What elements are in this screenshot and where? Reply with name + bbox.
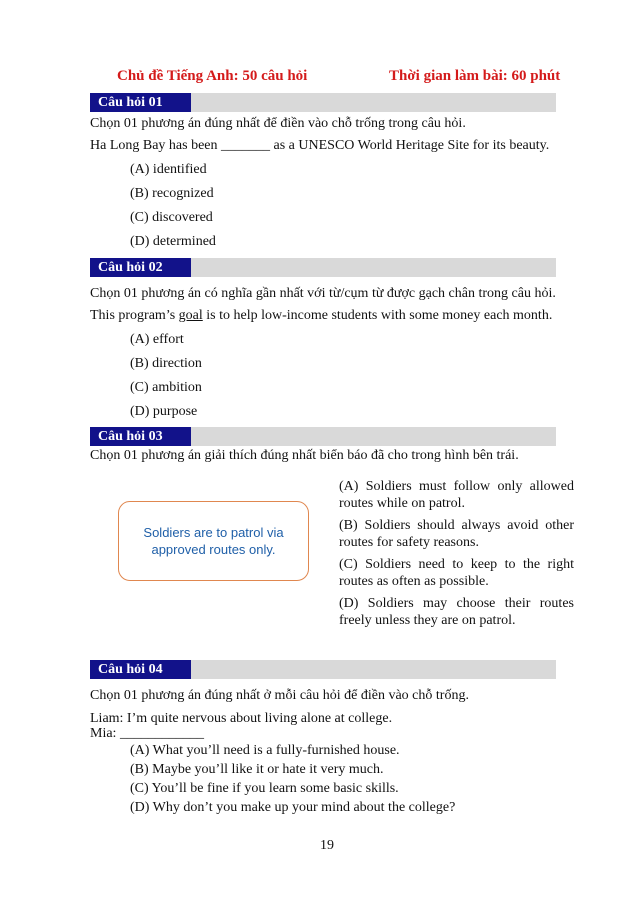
question-2-underlined-word: goal [178, 308, 203, 323]
dialogue-line-mia: Mia: ____________ [90, 726, 204, 741]
question-3-option-b[interactable]: (B) Soldiers should always avoid other routes for safety reasons. [339, 518, 574, 550]
question-2-stem-after: is to help low-income students with some money each month. [202, 308, 553, 323]
question-2-instruction: Chọn 01 phương án có nghĩa gần nhất với từ/cụm từ được gạch chân trong câu hỏi. [90, 286, 556, 301]
question-2-stem-before: This program’s [90, 308, 179, 323]
question-1-option-c[interactable]: (C) discovered [130, 210, 213, 225]
question-label-2: Câu hỏi 02 [90, 258, 191, 277]
sign-box [118, 501, 309, 581]
question-4-option-c[interactable]: (C) You’ll be fine if you learn some basic skills. [130, 781, 399, 796]
question-3-option-a[interactable]: (A) Soldiers must follow only allowed routes while on patrol. [339, 479, 574, 511]
header-time: Thời gian làm bài: 60 phút [389, 68, 561, 84]
question-label-4: Câu hỏi 04 [90, 660, 191, 679]
question-1-option-d[interactable]: (D) determined [130, 234, 216, 249]
question-1-option-b[interactable]: (B) recognized [130, 186, 214, 201]
page-number: 19 [320, 838, 334, 853]
question-1-option-a[interactable]: (A) identified [130, 162, 207, 177]
question-2-stem [90, 308, 552, 324]
question-2-option-b[interactable]: (B) direction [130, 356, 202, 371]
question-3-option-d[interactable]: (D) Soldiers may choose their routes freely unless they are on patrol. [339, 596, 574, 628]
sign-text: Soldiers are to patrol via approved routes only. [143, 525, 284, 557]
question-bar-2 [90, 258, 556, 277]
question-label-3: Câu hỏi 03 [90, 427, 191, 446]
question-bar-3 [90, 427, 556, 446]
question-label-1: Câu hỏi 01 [90, 93, 191, 112]
question-4-instruction: Chọn 01 phương án đúng nhất ở mỗi câu hỏi để điền vào chỗ trống. [90, 688, 469, 703]
question-3-instruction: Chọn 01 phương án giải thích đúng nhất biển báo đã cho trong hình bên trái. [90, 448, 519, 463]
question-4-option-d[interactable]: (D) Why don’t you make up your mind about the college? [130, 800, 456, 815]
question-2-option-c[interactable]: (C) ambition [130, 380, 202, 395]
dialogue-line-liam: Liam: I’m quite nervous about living alone at college. [90, 711, 393, 726]
question-bar-4 [90, 660, 556, 679]
question-3-option-c[interactable]: (C) Soldiers need to keep to the right routes as often as possible. [339, 557, 574, 589]
question-4-option-b[interactable]: (B) Maybe you’ll like it or hate it very much. [130, 762, 384, 777]
question-1-stem: Ha Long Bay has been _______ as a UNESCO World Heritage Site for its beauty. [90, 138, 550, 153]
question-bar-1 [90, 93, 556, 112]
question-2-option-a[interactable]: (A) effort [130, 332, 184, 347]
question-1-instruction: Chọn 01 phương án đúng nhất để điền vào chỗ trống trong câu hỏi. [90, 116, 466, 131]
question-2-option-d[interactable]: (D) purpose [130, 404, 198, 419]
header-topic: Chủ đề Tiếng Anh: 50 câu hỏi [117, 68, 308, 84]
question-4-option-a[interactable]: (A) What you’ll need is a fully-furnished house. [130, 743, 400, 758]
